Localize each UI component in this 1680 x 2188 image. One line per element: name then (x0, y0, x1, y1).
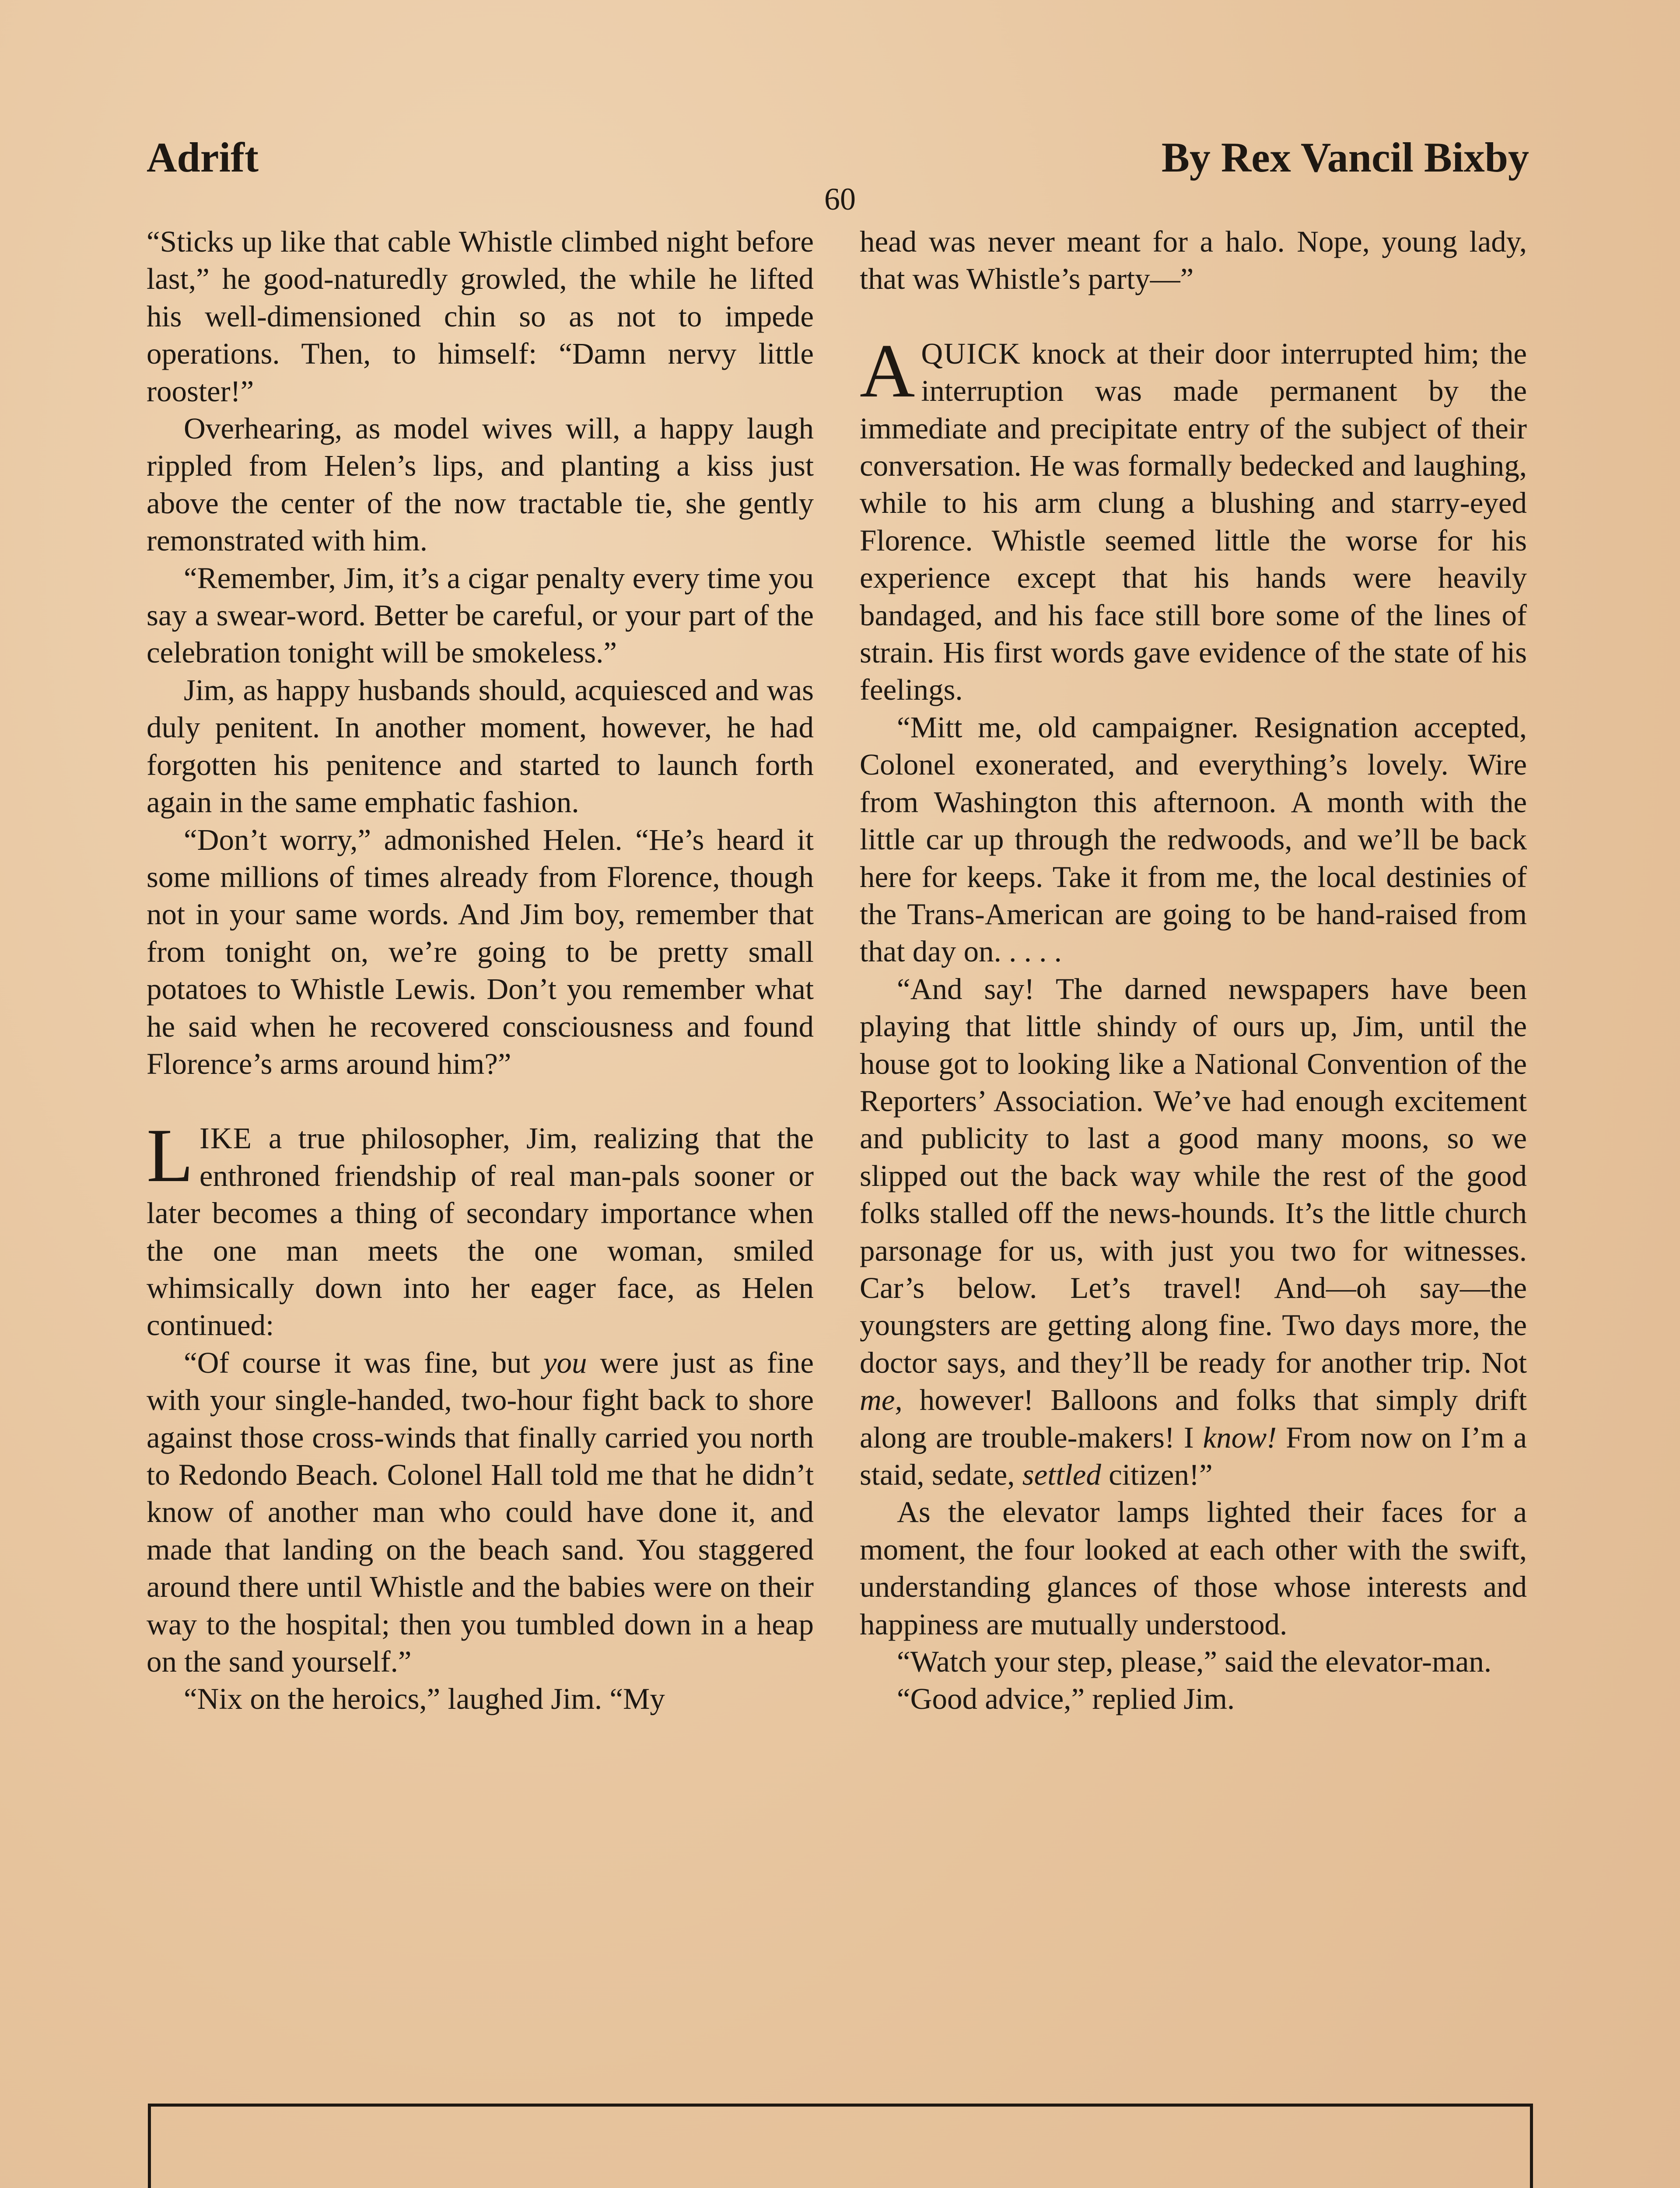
next-issue-notice-box (148, 2104, 1533, 2188)
paragraph: Overhearing, as model wives will, a happy laugh rippled from Helen’s lips, and planting a kiss just above the center of the now tractable tie, she gently remonstrated with him. (147, 412, 814, 558)
paragraph: “Remember, Jim, it’s a cigar penalty every time you say a swear-word. Better be careful, or your part of the celebration tonight will be smokeless.” (147, 561, 814, 670)
story-title: Adrift (147, 134, 259, 181)
paragraph: “Of course it was fine, but you were just as fine with your single-handed, two-hour fight back to shore against those cross-winds that finally carried you north to Redondo Beach. Colonel Hall told me that he didn’t know of another man who could have done it, and made that landing on the beach sand. You staggered around there until Whistle and the babies were on their way to the hospital; then you tumbled down in a heap on the sand yourself.” (147, 1346, 814, 1679)
paragraph: “Don’t worry,” admonished Helen. “He’s heard it some millions of times already from Florence, though not in your same words. And Jim boy, remember that from tonight on, we’re going to be pretty small potatoes to Whistle Lewis. Don’t you remember what he said when he recovered consciousness and found Florence’s arms around him?” (147, 823, 814, 1080)
page-number: 60 (824, 182, 856, 217)
drop-cap: A (860, 328, 915, 413)
paragraph: “Good advice,” replied Jim. (897, 1682, 1235, 1716)
left-column (147, 223, 814, 1718)
right-column (860, 223, 1527, 1718)
paragraph: head was never meant for a halo. Nope, young lady, that was Whistle’s party—” (860, 225, 1527, 296)
paragraph: Jim, as happy husbands should, acquiesced and was duly penitent. In another moment, however, he had forgotten his penitence and started to launch forth again in the same emphatic fashion. (147, 673, 814, 819)
paragraph: “And say! The darned newspapers have been playing that little shindy of ours up, Jim, until the house got to looking like a National Convention of the Reporters’ Association. We’ve had enough excitement and publicity to last a good many moons, so we slipped out the back way while the rest of the good folks stalled off the news-hounds. It’s the little church parsonage for us, with just you two for witnesses. Car’s below. Let’s travel! And—oh say—the youngsters are getting along fine. Two days more, the doctor says, and they’ll be ready for another trip. Not me, however! Balloons and folks that simply drift along are trouble-makers! I know! From now on I’m a staid, sedate, settled citizen!” (860, 972, 1527, 1491)
paragraph: “Mitt me, old campaigner. Resignation accepted, Colonel exonerated, and everything’s lovely. Wire from Washington this afternoon. A month with the little car up through the redwoods, and we’ll be back here for keeps. Take it from me, the local destinies of the Trans-American are going to be hand-raised from that day on. . . . . (860, 710, 1527, 968)
paragraph: “Sticks up like that cable Whistle climbed night before last,” he good-naturedly growled, the while he lifted his well-dimensioned chin so as not to impede operations. Then, to himself: “Damn nervy little rooster!” (147, 225, 814, 408)
paragraph: “Watch your step, please,” said the elevator-man. (897, 1645, 1492, 1679)
paragraph: As the elevator lamps lighted their faces for a moment, the four looked at each other with the swift, understanding glances of those whose interests and happiness are mutually understood. (860, 1495, 1527, 1641)
section-opening-paragraph: AQUICK knock at their door interrupted him; the interruption was made permanent by the immediate and precipitate entry of the subject of their conversation. He was formally bedecked and laughing, while to his arm clung a blushing and starry-eyed Florence. Whistle seemed little the worse for his experience except that his hands were heavily bandaged, and his face still bore some of the lines of strain. His first words gave evidence of the state of his feelings. (860, 328, 1527, 707)
drop-cap: L (147, 1113, 193, 1198)
section-opening-paragraph: LIKE a true philosopher, Jim, realizing that the enthroned friendship of real man-pals sooner or later becomes a thing of secondary importance when the one man meets the one woman, smiled whimsically down into her eager face, as Helen continued: (147, 1113, 814, 1342)
author-byline: By Rex Vancil Bixby (1161, 134, 1529, 181)
paragraph: “Nix on the heroics,” laughed Jim. “My (184, 1682, 665, 1716)
